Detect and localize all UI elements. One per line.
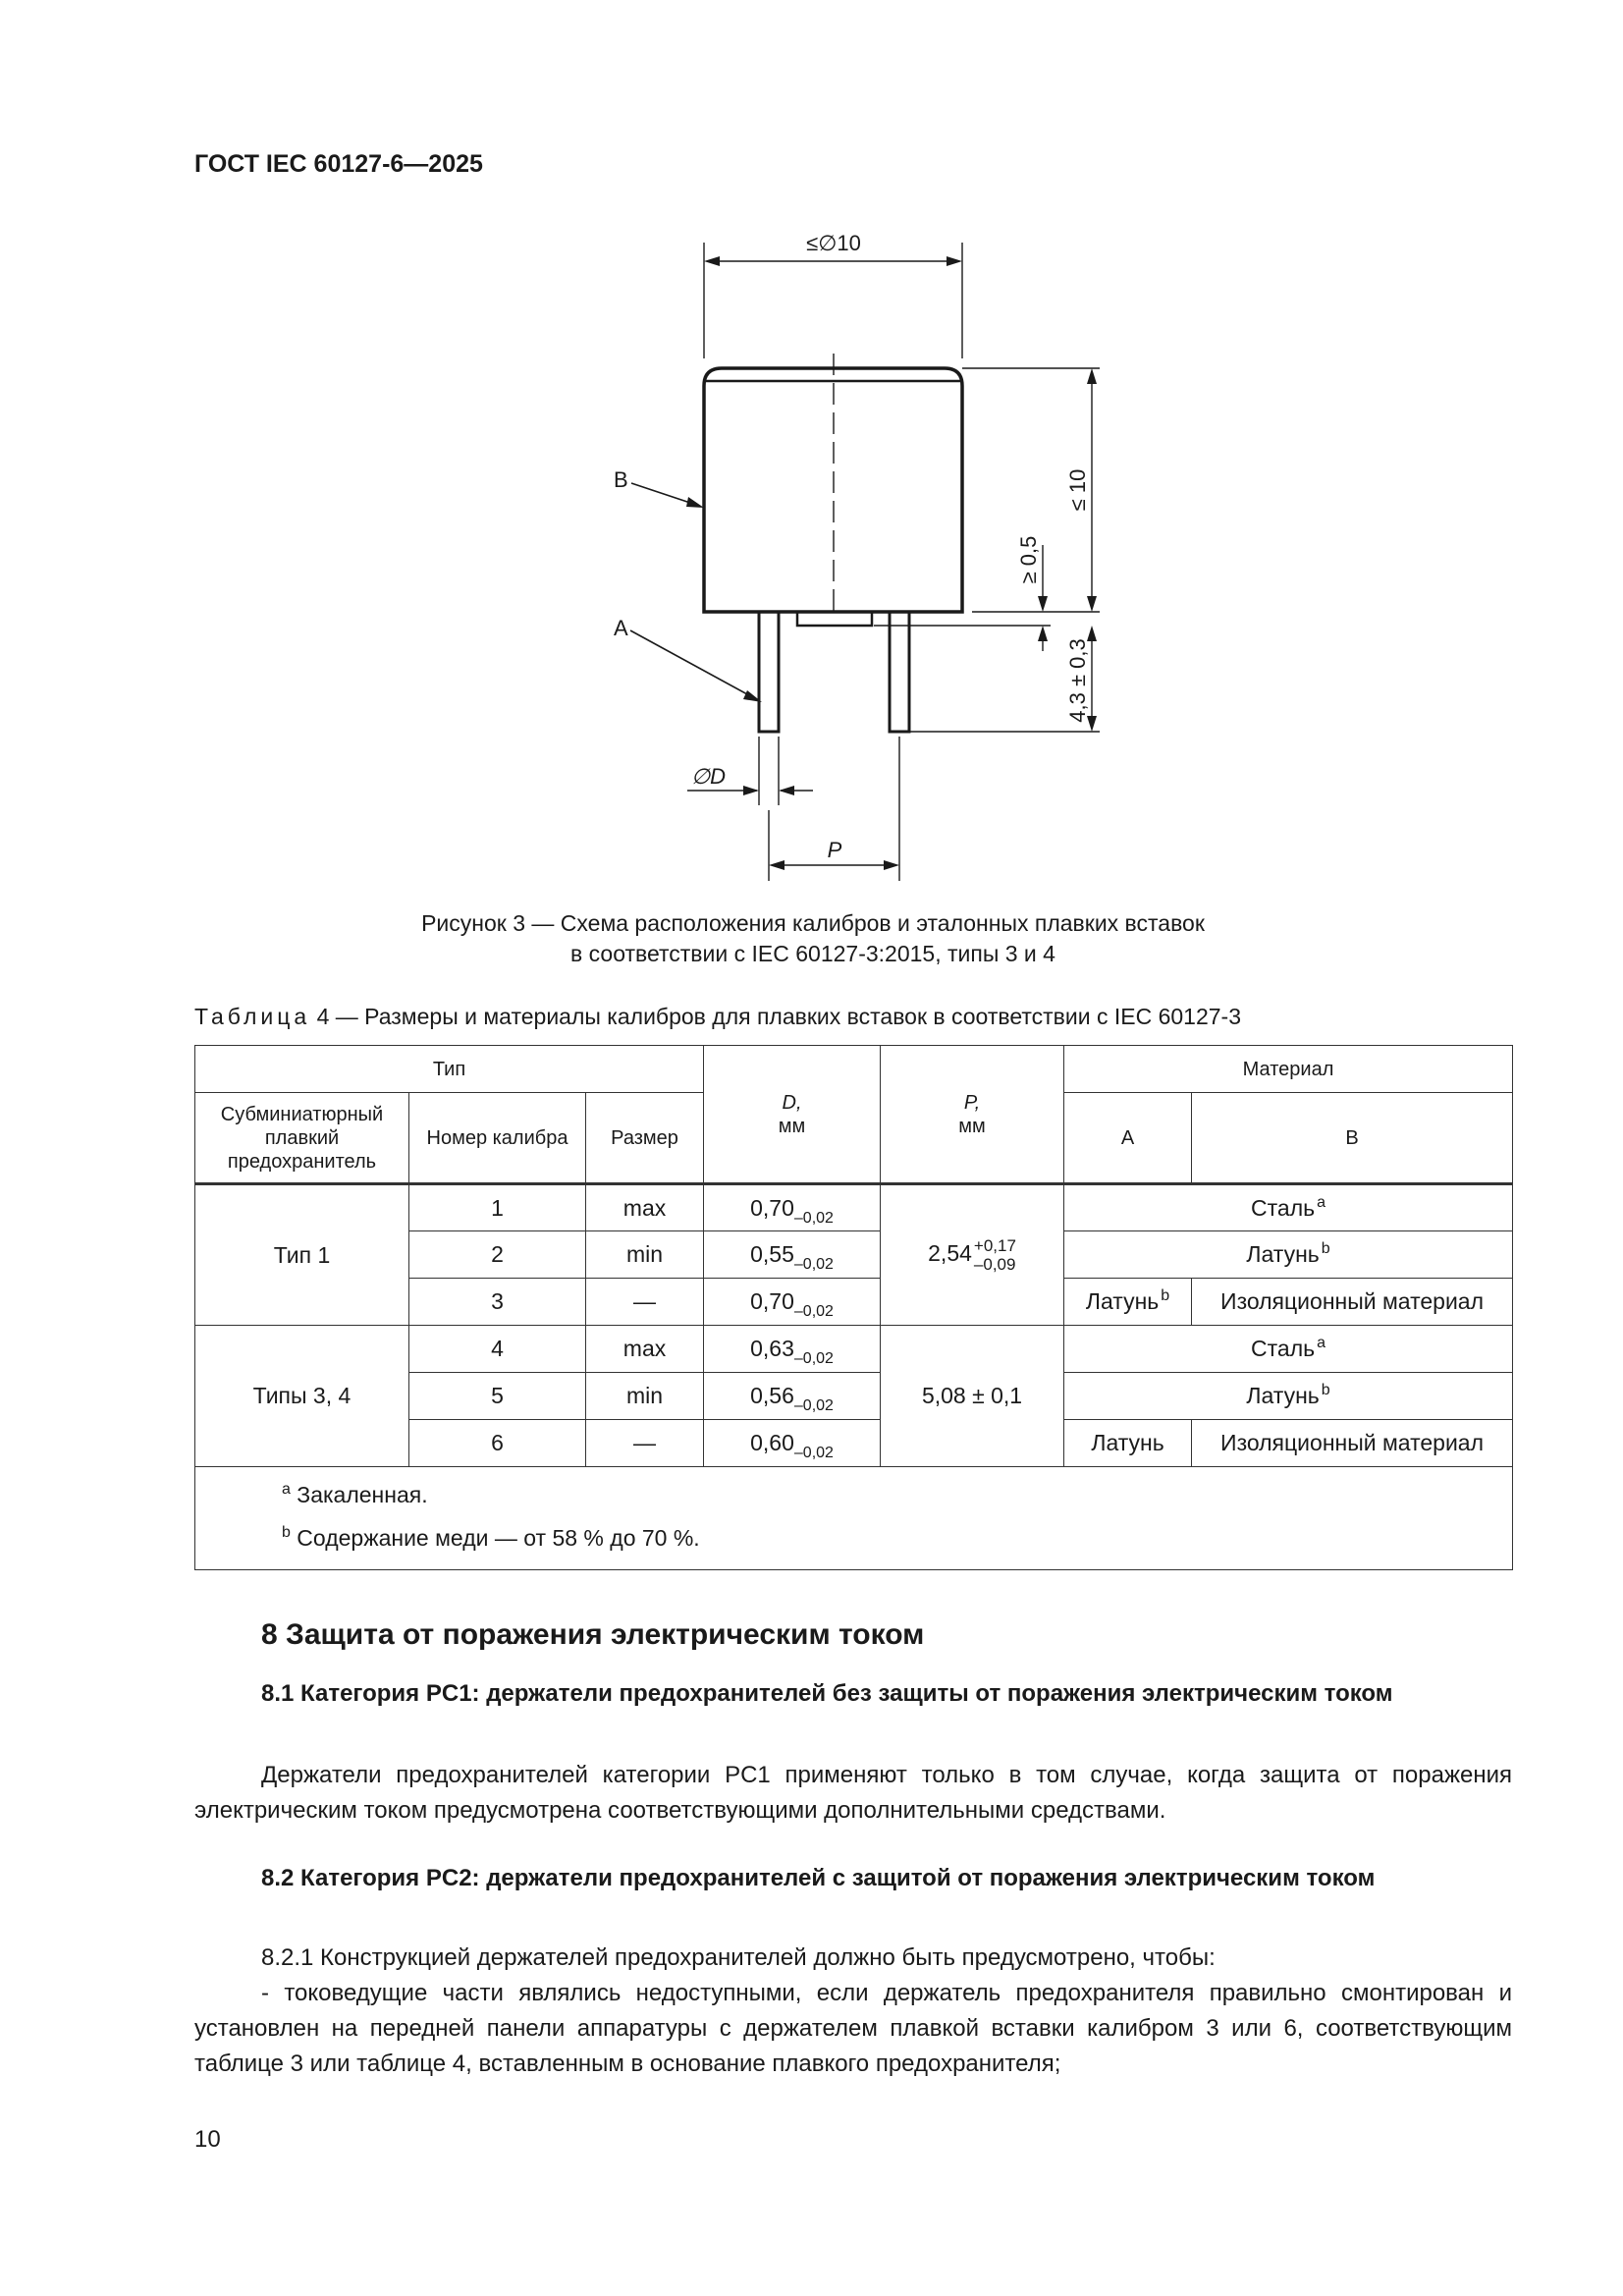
d-value: $0,70_{-0,02}$ [704,1279,881,1326]
figure-caption-line1: Рисунок 3 — Схема расположения калибров и эталонных плавких вставок [421,910,1205,936]
d-value: $0,60_{-0,02}$ [704,1420,881,1467]
gauge-drawing [589,221,1139,899]
height-label: ≤ 10 [1065,468,1090,512]
header-subminiature: Субминиатюрный плавкий предохранитель [195,1093,409,1184]
gauge-size: min [586,1231,704,1279]
table-note: $^a$ Закаленная. [282,1481,428,1507]
d-value: $0,70_{-0,02}$ [704,1184,881,1231]
header-material-b: B [1192,1093,1513,1184]
header-d: D, мм [704,1046,881,1184]
figure-caption-line2: в соответствии с IEC 60127-3:2015, типы 3 и 4 [570,941,1055,966]
material-ab: Сталь $^a$ [1064,1326,1513,1373]
page-number: 10 [194,2126,221,2153]
figure-caption [194,908,1432,969]
header-material: Материал [1064,1046,1513,1093]
label-a: A [614,616,628,640]
gauge-size: max [586,1326,704,1373]
diameter-label: ≤∅10 [806,231,861,255]
table-title-text: 4 — Размеры и материалы калибров для плавких вставок в соответствии с IEC 60127-3 [310,1004,1242,1029]
table-row [195,1326,1513,1373]
table-note: $^b$ Содержание меди — от 58 % до 70 %. [282,1524,700,1551]
d-value: $0,63_{-0,02}$ [704,1326,881,1373]
d-label: ∅D [691,764,727,789]
gap-label: ≥ 0,5 [1016,535,1041,584]
gauge-size: max [586,1184,704,1231]
header-type: Тип [195,1046,704,1093]
header-p: P, мм [881,1046,1064,1184]
gauge-size: min [586,1373,704,1420]
material-ab: Латунь $^b$ [1064,1373,1513,1420]
table-row [195,1184,1513,1231]
header-material-a: A [1064,1093,1192,1184]
gauge-dimensions-table [194,1045,1513,1570]
table-notes-row [195,1467,1513,1570]
gauge-number: 1 [409,1184,586,1231]
gauge-size: — [586,1279,704,1326]
section-8-1-title: 8.1 Категория PC1: держатели предохранителей без защиты от поражения электрическим током [261,1680,1393,1707]
header-gauge-number: Номер калибра [409,1093,586,1184]
table-title-word: Таблица [194,1004,311,1029]
material-a: Латунь [1064,1420,1192,1467]
material-b: Изоляционный материал [1192,1420,1513,1467]
gauge-number: 6 [409,1420,586,1467]
table-notes [195,1467,1513,1570]
gauge-number: 2 [409,1231,586,1279]
document-code: ГОСТ IEC 60127-6—2025 [194,150,483,178]
gauge-number: 5 [409,1373,586,1420]
gauge-number: 3 [409,1279,586,1326]
d-value: $0,55_{-0,02}$ [704,1231,881,1279]
gauge-size: — [586,1420,704,1467]
d-value: $0,56_{-0,02}$ [704,1373,881,1420]
p-value: 2,54 +0,17 –0,09 [881,1184,1064,1326]
table-title [194,1004,1241,1030]
material-b: Изоляционный материал [1192,1279,1513,1326]
material-a: Латунь $^b$ [1064,1279,1192,1326]
p-value: 5,08 ± 0,1 [881,1326,1064,1467]
pin-length-label: 4,3 ± 0,3 [1065,638,1090,723]
p-label: P [827,838,842,862]
material-ab: Латунь $^b$ [1064,1231,1513,1279]
group-name: Тип 1 [195,1184,409,1326]
label-b: B [614,467,628,492]
section-8-1-text: Держатели предохранителей категории PC1 применяют только в том случае, когда защита от поражения электрическим током предусмотрена соответствующими дополнительными средствами. [194,1762,1512,1824]
section-8-2-title: 8.2 Категория PC2: держатели предохранителей с защитой от поражения электрическим током [261,1865,1376,1891]
header-size: Размер [586,1093,704,1184]
section-8-2-1-text: 8.2.1 Конструкцией держателей предохранителей должно быть предусмотрено, чтобы: [261,1944,1216,1971]
section-8-title: 8 Защита от поражения электрическим током [261,1618,925,1651]
material-ab: Сталь $^a$ [1064,1184,1513,1231]
gauge-number: 4 [409,1326,586,1373]
group-name: Типы 3, 4 [195,1326,409,1467]
section-8-2-1-item: - токоведущие части являлись недоступными, если держатель предохранителя правильно смонтирован и установлен на передней панели аппаратуры с держателем плавкой вставки калибром 3 или 6, соответствующим таблице 3 или таблице 4, вставленным в основание плавкого предохранителя; [194,1980,1512,2077]
